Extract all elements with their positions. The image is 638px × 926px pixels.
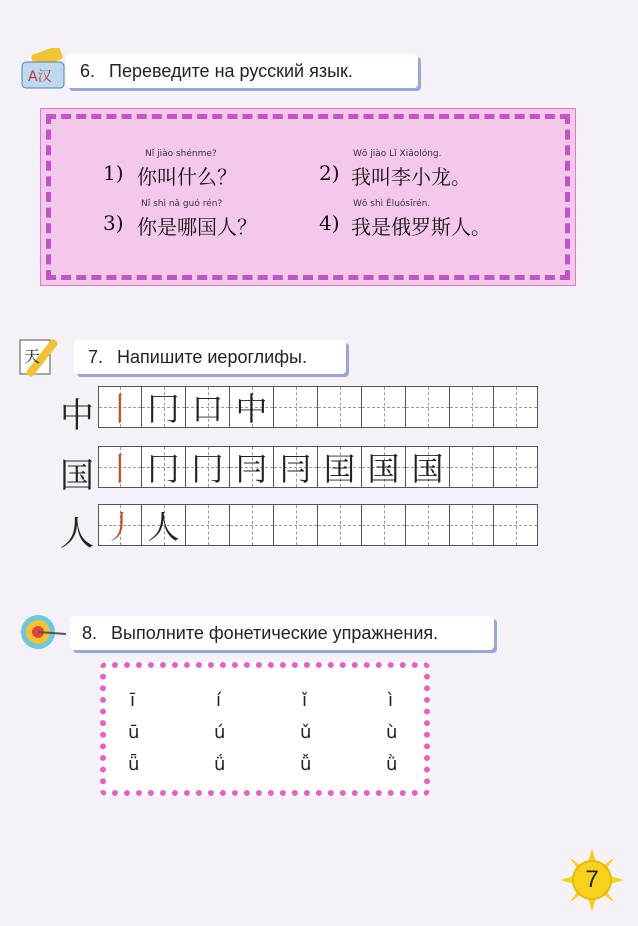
stroke-step: 丨 (103, 390, 136, 428)
pinyin-4: Wǒ shì Éluósīrén. (353, 199, 431, 209)
num-4: 4) (319, 211, 340, 235)
grid-cell (406, 446, 450, 488)
stroke-step: 囯 (323, 450, 356, 488)
tone-v-3: ǚ (300, 754, 312, 775)
grid-cell[interactable] (450, 504, 494, 546)
grid-cell[interactable] (186, 504, 230, 546)
ex7-title: Напишите иероглифы. (117, 346, 307, 367)
ex6-number: 6. (80, 60, 96, 81)
ex6-header (66, 54, 418, 88)
pinyin-3: Nǐ shì nǎ guó rén? (141, 199, 223, 209)
grid-cell[interactable] (362, 386, 406, 428)
writing-grid-guo (98, 446, 538, 488)
page-number: 7 (585, 866, 599, 893)
ex7-header (74, 340, 346, 374)
page-number-sun-icon (560, 848, 624, 912)
num-2: 2) (319, 161, 340, 185)
grid-cell[interactable] (318, 386, 362, 428)
stroke-step: 冂 (147, 450, 180, 488)
stroke-step: 国 (411, 450, 444, 488)
grid-cell (98, 504, 142, 546)
stroke-step: 冃 (235, 450, 268, 488)
tone-i-2: í (216, 690, 222, 711)
grid-cell (186, 386, 230, 428)
stroke-step: 冂 (147, 390, 180, 428)
grid-cell[interactable] (274, 504, 318, 546)
ex6-title: Переведите на русский язык. (109, 60, 353, 81)
tone-u-3: ǔ (300, 722, 312, 743)
num-3: 3) (103, 211, 124, 235)
tone-i-4: ì (388, 690, 394, 711)
hanzi-1: 你叫什么？ (137, 165, 237, 189)
stroke-step: 人 (147, 508, 180, 546)
grid-cell (98, 446, 142, 488)
grid-cell[interactable] (494, 504, 538, 546)
stroke-step: 冃 (279, 450, 312, 488)
grid-cell[interactable] (494, 446, 538, 488)
hanzi-3: 你是哪国人？ (137, 215, 257, 239)
pinyin-2: Wǒ jiào Lǐ Xiǎolóng. (353, 149, 442, 159)
grid-cell (98, 386, 142, 428)
translate-icon: A汉 (18, 48, 70, 94)
grid-cell (274, 446, 318, 488)
hanzi-2: 我叫李小龙。 (351, 165, 471, 189)
grid-cell[interactable] (406, 504, 450, 546)
stroke-step: 丿 (103, 508, 136, 546)
ex8-title: Выполните фонетические упражнения. (111, 622, 439, 643)
model-char-guo: 国 (60, 456, 94, 496)
grid-cell (230, 386, 274, 428)
stroke-step: 丨 (103, 450, 136, 488)
ex8-header (70, 616, 494, 650)
target-icon (20, 612, 70, 652)
grid-cell (142, 504, 186, 546)
tone-u-2: ú (214, 722, 226, 743)
grid-cell (142, 386, 186, 428)
stroke-step: 国 (367, 450, 400, 488)
tone-v-1: ǖ (128, 754, 140, 775)
tone-v-4: ǜ (386, 754, 398, 775)
ex8-tones-box (100, 662, 430, 796)
model-char-zhong: 中 (60, 396, 94, 436)
pinyin-1: Nǐ jiào shénme? (145, 149, 217, 159)
writing-grid-ren (98, 504, 538, 546)
tone-u-4: ù (386, 722, 398, 743)
grid-cell (362, 446, 406, 488)
stroke-step: 中 (235, 390, 268, 428)
num-1: 1) (103, 161, 124, 185)
tone-i-3: ǐ (302, 690, 308, 711)
tone-v-2: ǘ (214, 754, 226, 775)
grid-cell[interactable] (318, 504, 362, 546)
grid-cell (142, 446, 186, 488)
grid-cell (186, 446, 230, 488)
ex7-number: 7. (88, 346, 104, 367)
tone-i-1: ī (130, 690, 136, 711)
grid-cell[interactable] (362, 504, 406, 546)
grid-cell[interactable] (494, 386, 538, 428)
grid-cell[interactable] (274, 386, 318, 428)
model-char-ren: 人 (60, 514, 94, 554)
ex8-number: 8. (82, 622, 98, 643)
stroke-step: 口 (191, 390, 224, 428)
grid-cell[interactable] (230, 504, 274, 546)
ex6-sentences-box (40, 108, 576, 286)
grid-cell[interactable] (450, 386, 494, 428)
tone-u-1: ū (128, 722, 140, 743)
writing-icon: 天 (16, 330, 76, 380)
grid-cell (318, 446, 362, 488)
grid-cell[interactable] (450, 446, 494, 488)
writing-grid-zhong (98, 386, 538, 428)
grid-cell (230, 446, 274, 488)
grid-cell[interactable] (406, 386, 450, 428)
stroke-step: 冂 (191, 450, 224, 488)
hanzi-4: 我是俄罗斯人。 (351, 215, 491, 239)
